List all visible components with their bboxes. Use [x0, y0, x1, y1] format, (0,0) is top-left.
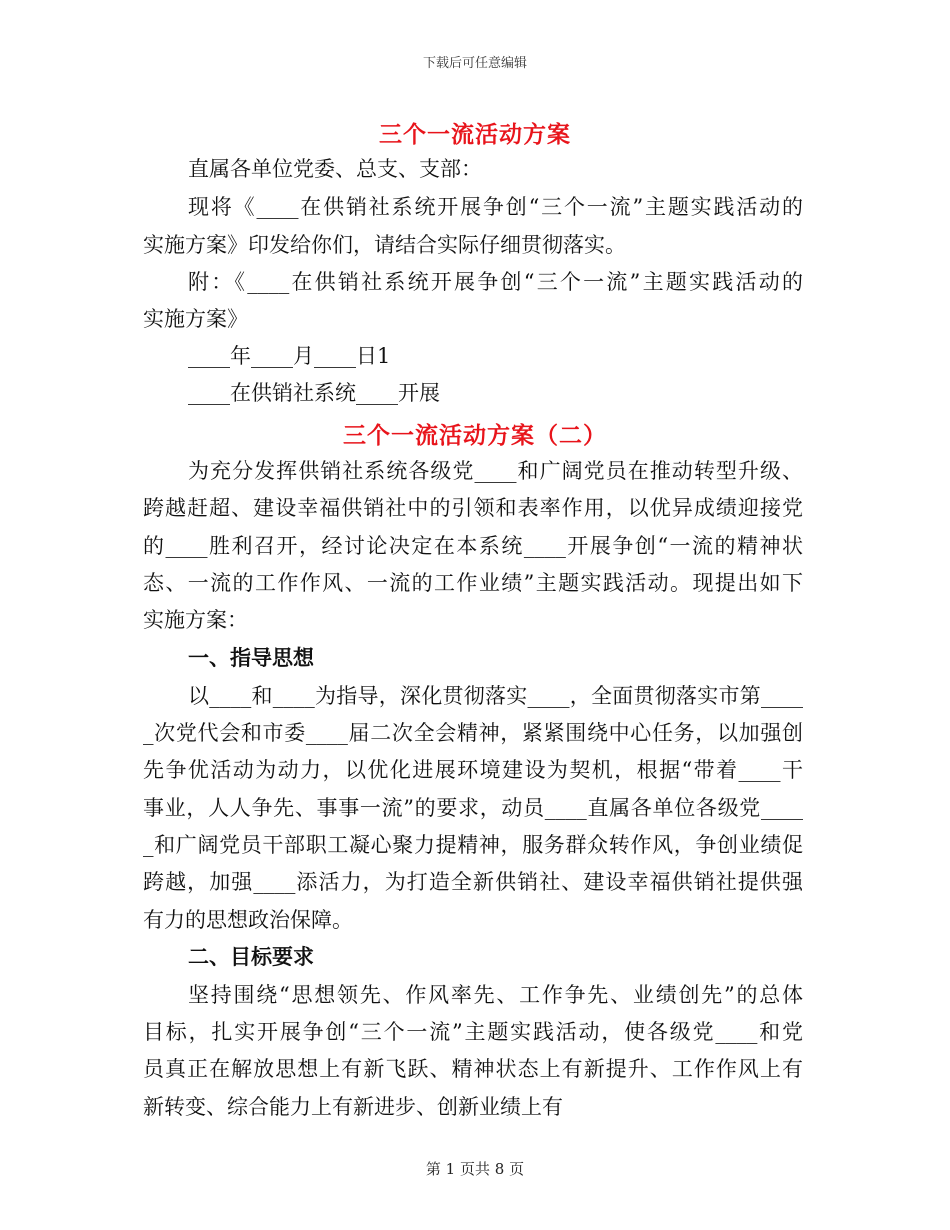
section-heading: 一、指导思想 — [188, 645, 314, 670]
paragraph-line: _和广阔党员干部职工凝心聚力提精神，服务群众转作风，争创业绩促 — [143, 833, 803, 857]
salutation-line: 直属各单位党委、总支、支部： — [188, 157, 482, 181]
paragraph-line: 跨越，加强____添活力，为打造全新供销社、建设幸福供销社提供强 — [143, 870, 803, 894]
paragraph-line: 的____胜利召开，经讨论决定在本系统____开展争创“一流的精神状 — [143, 534, 803, 558]
paragraph-line: 员真正在解放思想上有新飞跃、精神状态上有新提升、工作作风上有 — [143, 1057, 803, 1081]
paragraph-line: 有力的思想政治保障。 — [143, 908, 353, 932]
section-heading: 二、目标要求 — [188, 944, 314, 969]
paragraph-line: 目标，扎实开展争创“三个一流”主题实践活动，使各级党____和党 — [143, 1020, 803, 1044]
attachment-line: 附：《____在供销社系统开展争创“三个一流”主题实践活动的 — [188, 270, 803, 294]
paragraph-line: 新转变、综合能力上有新进步、创新业绩上有 — [143, 1095, 563, 1119]
paragraph-line: _次党代会和市委____届二次全会精神，紧紧围绕中心任务，以加强创 — [143, 721, 803, 745]
document-title: 三个一流活动方案 — [379, 121, 571, 148]
paragraph-line: 跨越赶超、建设幸福供销社中的引领和表率作用，以优异成绩迎接党 — [143, 496, 803, 520]
paragraph-line: 坚持围绕“思想领先、作风率先、工作争先、业绩创先”的总体 — [188, 983, 803, 1007]
page-footer: 第 1 页共 8 页 — [425, 1160, 525, 1178]
body-line: ____在供销社系统____开展 — [188, 381, 440, 405]
header-note: 下载后可任意编辑 — [422, 56, 527, 71]
body-line: 实施方案》印发给你们，请结合实际仔细贯彻落实。 — [143, 233, 626, 257]
document-subtitle: 三个一流活动方案（二） — [343, 422, 607, 449]
paragraph-line: 为充分发挥供销社系统各级党____和广阔党员在推动转型升级、 — [188, 459, 803, 483]
attachment-line: 实施方案》 — [143, 307, 248, 331]
date-line: ____年____月____日1 — [188, 344, 391, 368]
paragraph-line: 实施方案： — [143, 608, 248, 632]
paragraph-line: 事业，人人争先、事事一流”的要求，动员____直属各单位各级党____ — [143, 796, 803, 820]
paragraph-line: 以____和____为指导，深化贯彻落实____，全面贯彻落实市第____ — [188, 684, 803, 708]
paragraph-line: 态、一流的工作作风、一流的工作业绩”主题实践活动。现提出如下 — [143, 571, 803, 595]
paragraph-line: 先争优活动为动力，以优化进展环境建设为契机，根据“带着____干 — [143, 758, 803, 782]
body-line: 现将《____在供销社系统开展争创“三个一流”主题实践活动的 — [188, 195, 803, 219]
